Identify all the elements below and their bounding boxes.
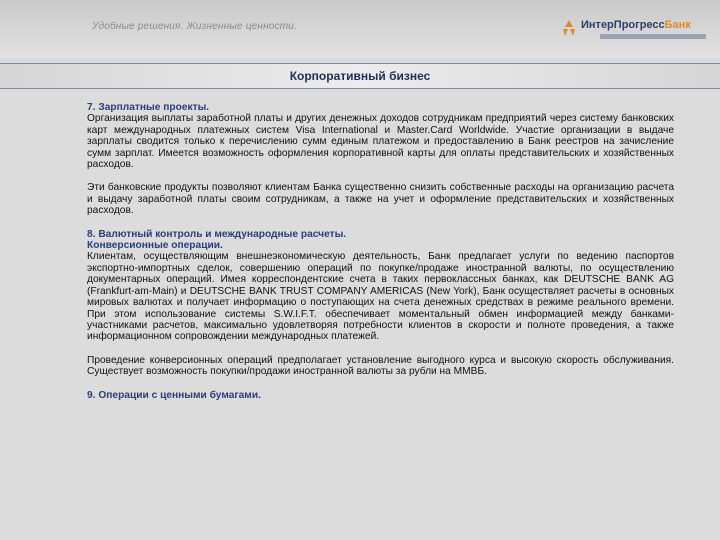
section-7-heading: 7. Зарплатные проекты. — [87, 102, 210, 113]
section-7-summary — [87, 182, 674, 216]
section-8-summary — [87, 355, 674, 378]
bank-logo-icon — [560, 19, 578, 37]
section-9-heading: 9. Операции с ценными бумагами. — [87, 389, 261, 401]
section-7-body: Организация выплаты заработной платы и других денежных доходов сотрудникам предприятий через систему банковских карт международных платежных систем Visa International и Master.Card Worldwide. Участие организации в выдаче зарплаты сводится только к перечислению сумм единым платежом и предоставлению в Банк реестров на зачисление сумм зарплат. Имеется возможность оформления корпоративной карты для оплаты представительских и хозяйственных расходов. — [87, 113, 674, 171]
section-8-body: Клиентам, осуществляющим внешнеэкономическую деятельность, Банк предлагает услуги по ведению паспортов экспортно-импортных сделок, совершению операций по покупке/продаже иностранной валюты, по осуществлению документарных операций. Имея корреспондентские счета в таких первоклассных банках, как DEUTSCHE BANK AG (Frankfurt-am-Main) и DEUTSCHE BANK TRUST COMPANY AMERICAS (New York), Банк осуществляет расчеты в основных мировых валютах и получает информацию о поступающих на счета денежных средствах в режиме реального времени. При этом использование системы S.W.I.F.T. обеспечивает моментальный обмен информацией между банками-участниками расчетов, максимально удовлетворяя потребности клиентов в скорости и полноте проведения, а также информационном сопровождении международных платежей. — [87, 251, 674, 343]
header — [0, 0, 720, 58]
section-8-subheading: Конверсионные операции. — [87, 240, 223, 252]
section-7-body2: Эти банковские продукты позволяют клиентам Банка существенно снизить собственные расходы на организацию расчета и выдачу заработной платы своим сотрудникам, а также на учет и оформление представительских и хозяйственных расходов. — [87, 182, 674, 217]
title-bar — [0, 63, 720, 89]
section-7 — [87, 102, 674, 170]
section-8 — [87, 229, 674, 343]
section-8-body2: Проведение конверсионных операций предполагает установление выгодного курса и высокую скорость обслуживания. Существует возможность покупки/продажи иностранной валюты за рубли на ММВБ. — [87, 354, 674, 378]
content — [87, 102, 674, 413]
bank-logo-text: ИнтерПрогрессБанк — [581, 19, 691, 31]
page-title: Корпоративный бизнес — [289, 69, 431, 83]
section-9 — [87, 390, 674, 401]
bank-logo-subline — [600, 34, 706, 39]
tagline: Удобные решения. Жизненные ценности. — [92, 21, 298, 32]
section-8-heading: 8. Валютный контроль и международные расчеты. — [87, 228, 347, 240]
